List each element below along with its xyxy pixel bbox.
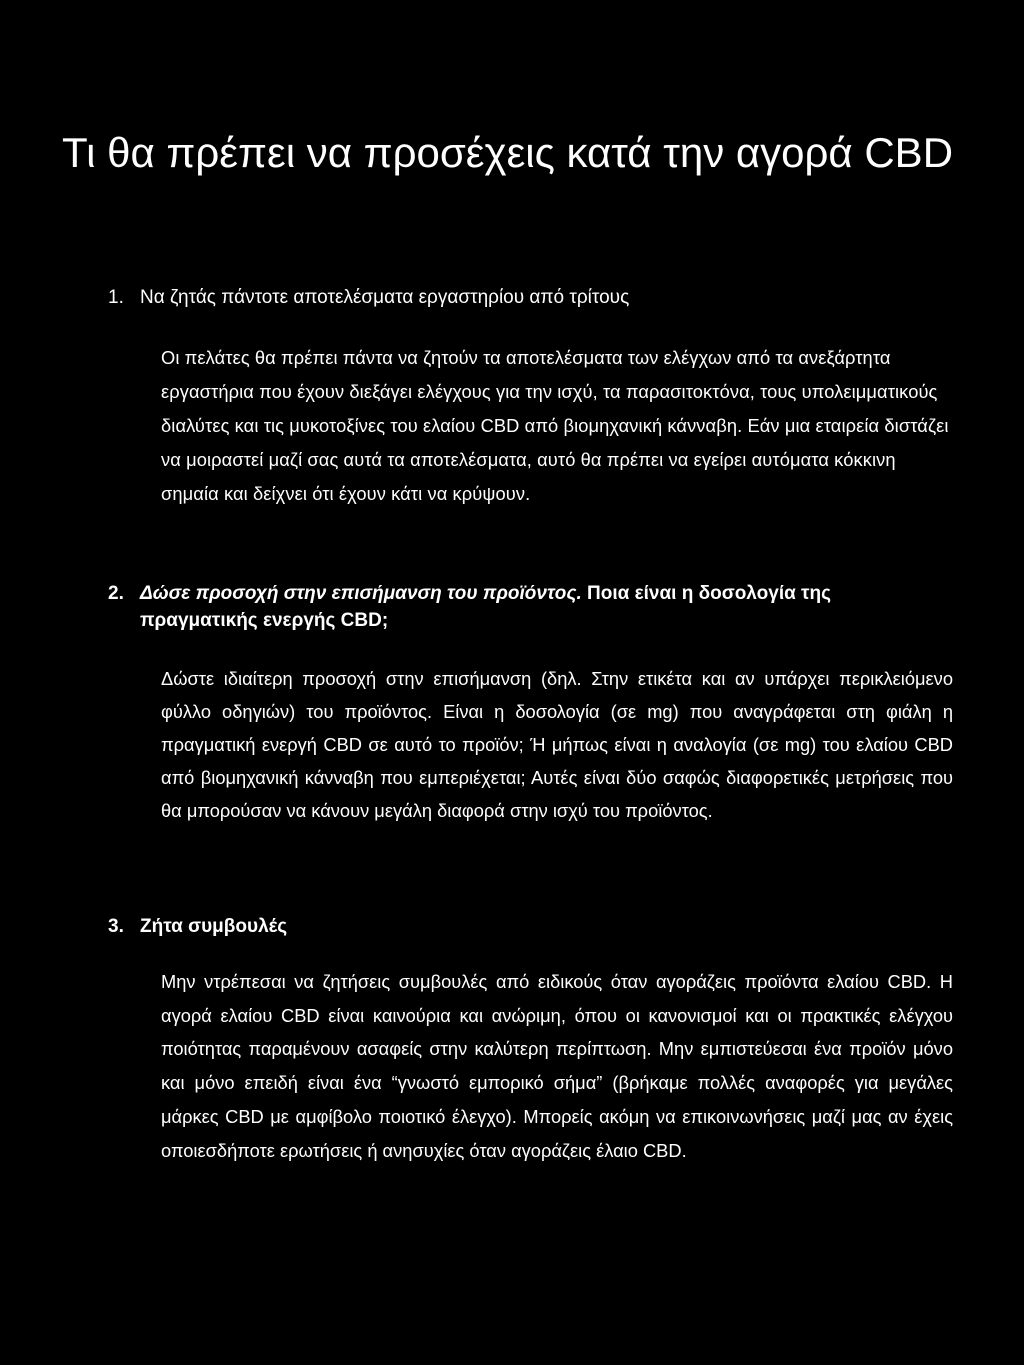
list-item-3: [108, 913, 953, 1167]
item-number: 3.: [108, 916, 124, 937]
list-item-1: [108, 284, 953, 511]
list-item-2: [108, 580, 953, 827]
item-number: 1.: [108, 287, 124, 308]
item-heading: [140, 580, 953, 634]
item-paragraph: Οι πελάτες θα πρέπει πάντα να ζητούν τα αποτελέσματα των ελέγχων από τα ανεξάρτητα εργαστήρια που έχουν διεξάγει ελέγχους για την ισχύ, τα παρασιτοκτόνα, τους υπολειμματικούς διαλύτες και τις μυκοτοξίνες του ελαίου CBD από βιομηχανική κάνναβη. Εάν μια εταιρεία διστάζει να μοιραστεί μαζί σας αυτά τα αποτελέσματα, αυτό θα πρέπει να εγείρει αυτόματα κόκκινη σημαία και δείχνει ότι έχουν κάτι να κρύψουν.: [161, 347, 949, 504]
item-heading-row: [108, 284, 953, 311]
item-heading-row: [108, 580, 953, 634]
item-paragraph: Μην ντρέπεσαι να ζητήσεις συμβουλές από ειδικούς όταν αγοράζεις προϊόντα ελαίου CBD. Η αγορά ελαίου CBD είναι καινούρια και ανώριμη, όπου οι κανονισμοί και οι πρακτικές ελέγχου ποιότητας παραμένουν ασαφείς στην καλύτερη περίπτωση. Μην εμπιστεύεσαι ένα προϊόν μόνο και μόνο επειδή είναι ένα “γνωστό εμπορικό σήμα” (βρήκαμε πολλές αναφορές για μεγάλες μάρκες CBD με αμφίβολο ποιοτικό έλεγχο). Μπορείς ακόμη να επικοινωνήσεις μαζί μας αν έχεις οποιεσδήποτε ερωτήσεις ή ανησυχίες όταν αγοράζεις έλαιο CBD.: [161, 971, 953, 1161]
item-number: 2.: [108, 583, 124, 604]
item-heading-rest: Ποια είναι η δοσολογία της πραγματικής ενεργής CBD;: [140, 583, 832, 631]
page-title: Τι θα πρέπει να προσέχεις κατά την αγορά CBD: [62, 129, 954, 176]
item-heading-emphasis: Δώσε προσοχή στην επισήμανση του προϊόντος.: [140, 583, 582, 604]
item-heading-row: [108, 913, 953, 940]
item-heading: Ζήτα συμβουλές: [140, 916, 288, 937]
item-heading: Να ζητάς πάντοτε αποτελέσματα εργαστηρίου από τρίτους: [140, 287, 630, 308]
item-paragraph: Δώστε ιδιαίτερη προσοχή στην επισήμανση (δηλ. Στην ετικέτα και αν υπάρχει περικλειόμενο φύλλο οδηγιών) του προϊόντος. Είναι η δοσολογία (σε mg) που αναγράφεται στη φιάλη η πραγματική ενεργή CBD σε αυτό το προϊόν; Ή μήπως είναι η αναλογία (σε mg) του ελαίου CBD από βιομηχανική κάνναβη που εμπεριέχεται; Αυτές είναι δύο σαφώς διαφορετικές μετρήσεις που θα μπορούσαν να κάνουν μεγάλη διαφορά στην ισχύ του προϊόντος.: [161, 668, 953, 821]
